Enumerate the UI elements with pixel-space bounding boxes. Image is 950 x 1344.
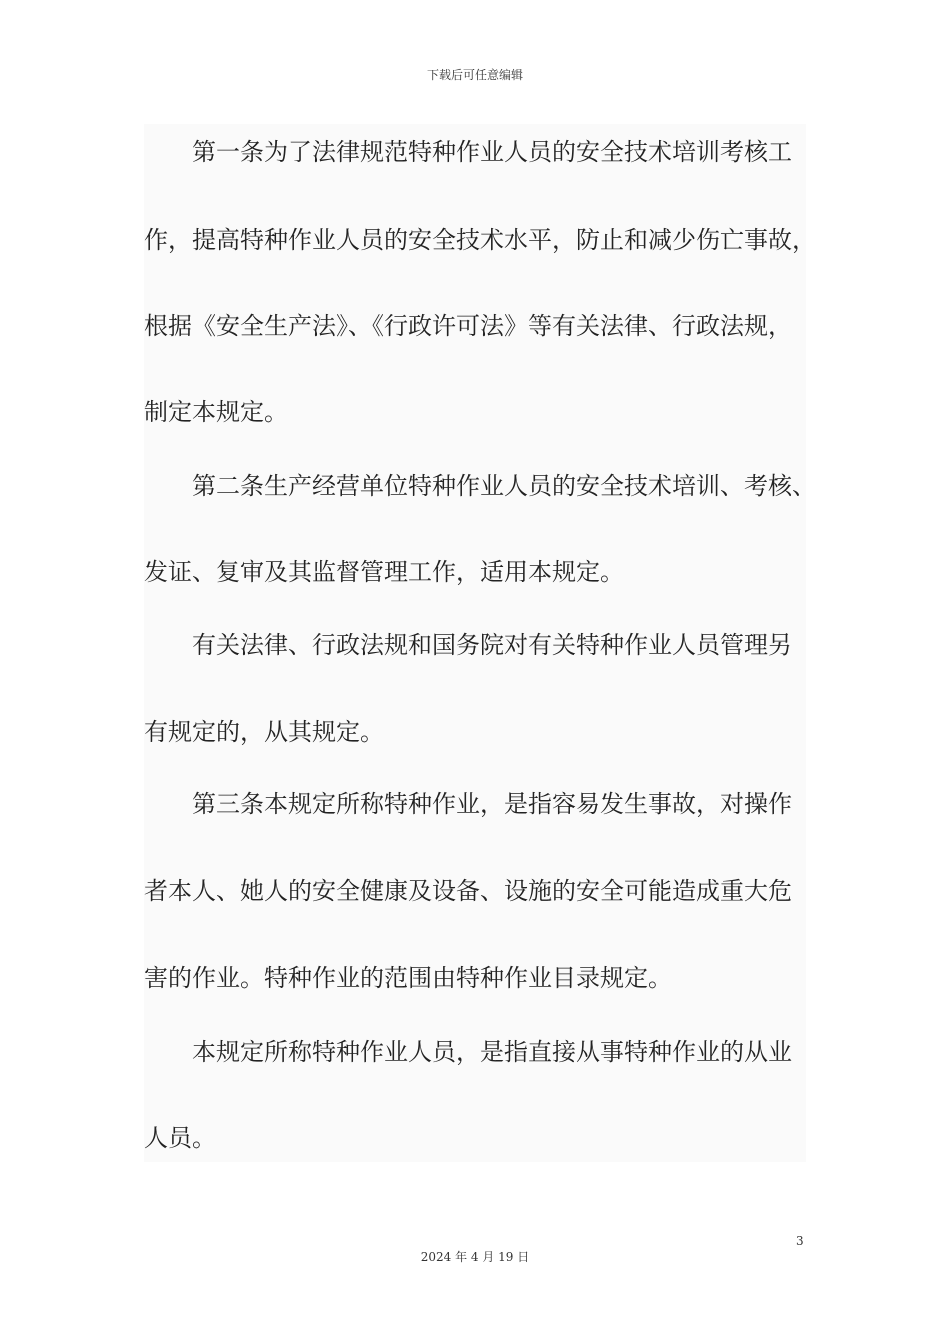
text-line: 人员。 [144, 1124, 216, 1152]
text-line: 有关法律、行政法规和国务院对有关特种作业人员管理另 [192, 631, 792, 659]
page-footer-date: 2024 年 4 月 19 日 [420, 1250, 530, 1264]
text-line: 害的作业。特种作业的范围由特种作业目录规定。 [144, 964, 672, 992]
text-line: 作，提高特种作业人员的安全技术水平，防止和减少伤亡事故， [144, 226, 816, 254]
document-body [144, 124, 816, 1162]
page-header: 下载后可任意编辑 [426, 68, 523, 82]
text-line: 制定本规定。 [144, 398, 288, 426]
text-line: 者本人、她人的安全健康及设备、设施的安全可能造成重大危 [144, 877, 792, 905]
text-line: 发证、复审及其监督管理工作，适用本规定。 [144, 558, 624, 586]
page-number: 3 [796, 1234, 804, 1248]
text-line: 本规定所称特种作业人员，是指直接从事特种作业的从业 [192, 1038, 792, 1066]
text-line: 有规定的，从其规定。 [144, 718, 384, 746]
text-line: 第二条生产经营单位特种作业人员的安全技术培训、考核、 [192, 472, 816, 500]
text-line: 根据《安全生产法》、《行政许可法》等有关法律、行政法规， [144, 312, 792, 340]
text-line: 第一条为了法律规范特种作业人员的安全技术培训考核工 [192, 138, 792, 166]
text-line: 第三条本规定所称特种作业，是指容易发生事故，对操作 [192, 790, 792, 818]
